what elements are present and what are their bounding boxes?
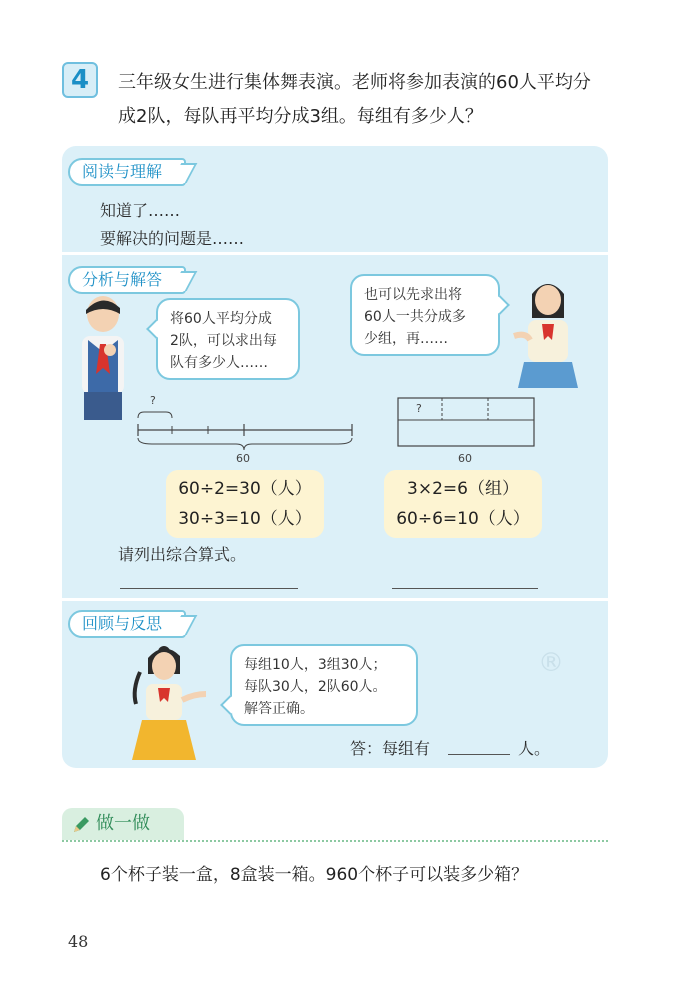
girl-speech-bubble (350, 274, 500, 356)
analysis-section-title: 分析与解答 (68, 266, 186, 294)
boy-bubble-line: 2队，可以求出每 (170, 333, 277, 349)
answer-prefix: 答：每组有 (350, 739, 431, 758)
line-segment-diagram (132, 408, 356, 452)
panel-divider (62, 252, 608, 255)
calc-step: 60÷6=10（人） (396, 509, 530, 529)
reading-known: 知道了…… (100, 201, 181, 220)
box-diagram-total: 60 (458, 452, 472, 465)
girl-bubble-line: 也可以先求出将 (364, 287, 462, 303)
boy-bubble-line: 将60人平均分成 (170, 311, 272, 327)
reading-section-title: 阅读与理解 (68, 158, 186, 186)
boy-figure-icon (70, 292, 136, 422)
review-speech-bubble (230, 644, 418, 726)
right-calculation-box (384, 470, 542, 538)
problem-text (118, 66, 618, 134)
problem-number: 4 (62, 62, 98, 98)
girl-bubble-line: 60人一共分成多 (364, 309, 466, 325)
calc-step: 60÷2=30（人） (178, 479, 312, 499)
calc-step: 3×2=6（组） (407, 479, 519, 499)
pencil-icon (72, 816, 90, 834)
answer-suffix: 人。 (518, 739, 551, 758)
problem-text-line-2: 成2队，每队再平均分成3组。每组有多少人？ (118, 106, 483, 127)
box-diagram-question: ? (416, 402, 422, 415)
review-bubble-line: 每组10人，3组30人； (244, 657, 387, 673)
girl-bubble-line: 少组，再…… (364, 331, 448, 347)
panel-divider (62, 598, 608, 601)
problem-text-line-1: 三年级女生进行集体舞表演。老师将参加表演的60人平均分 (118, 72, 591, 93)
exercise-text: 6个杯子装一盒，8盒装一箱。960个杯子可以装多少箱？ (100, 865, 529, 885)
right-formula-answer-line (392, 588, 538, 589)
boy-speech-bubble (156, 298, 300, 380)
combined-formula-prompt: 请列出综合算式。 (118, 545, 247, 564)
boy-bubble-line: 队有多少人…… (170, 355, 268, 371)
line-diagram-question: ? (150, 394, 156, 407)
girl-figure-icon (508, 274, 588, 390)
review-bubble-line: 解答正确。 (244, 701, 314, 717)
review-girl-figure-icon (126, 642, 210, 762)
answer-blank (448, 754, 510, 755)
reading-question: 要解决的问题是…… (100, 229, 245, 248)
review-bubble-line: 每队30人，2队60人。 (244, 679, 387, 695)
line-diagram-total: 60 (236, 452, 250, 465)
doit-dotted-rule (62, 840, 608, 842)
doit-title: 做一做 (96, 813, 150, 834)
doit-section-tab (62, 808, 184, 840)
left-formula-answer-line (120, 588, 298, 589)
calc-step: 30÷3=10（人） (178, 509, 312, 529)
page-number: 48 (68, 932, 89, 951)
review-section-title: 回顾与反思 (68, 610, 186, 638)
left-calculation-box (166, 470, 324, 538)
solution-panel (62, 146, 608, 768)
registered-mark: ® (538, 648, 564, 678)
